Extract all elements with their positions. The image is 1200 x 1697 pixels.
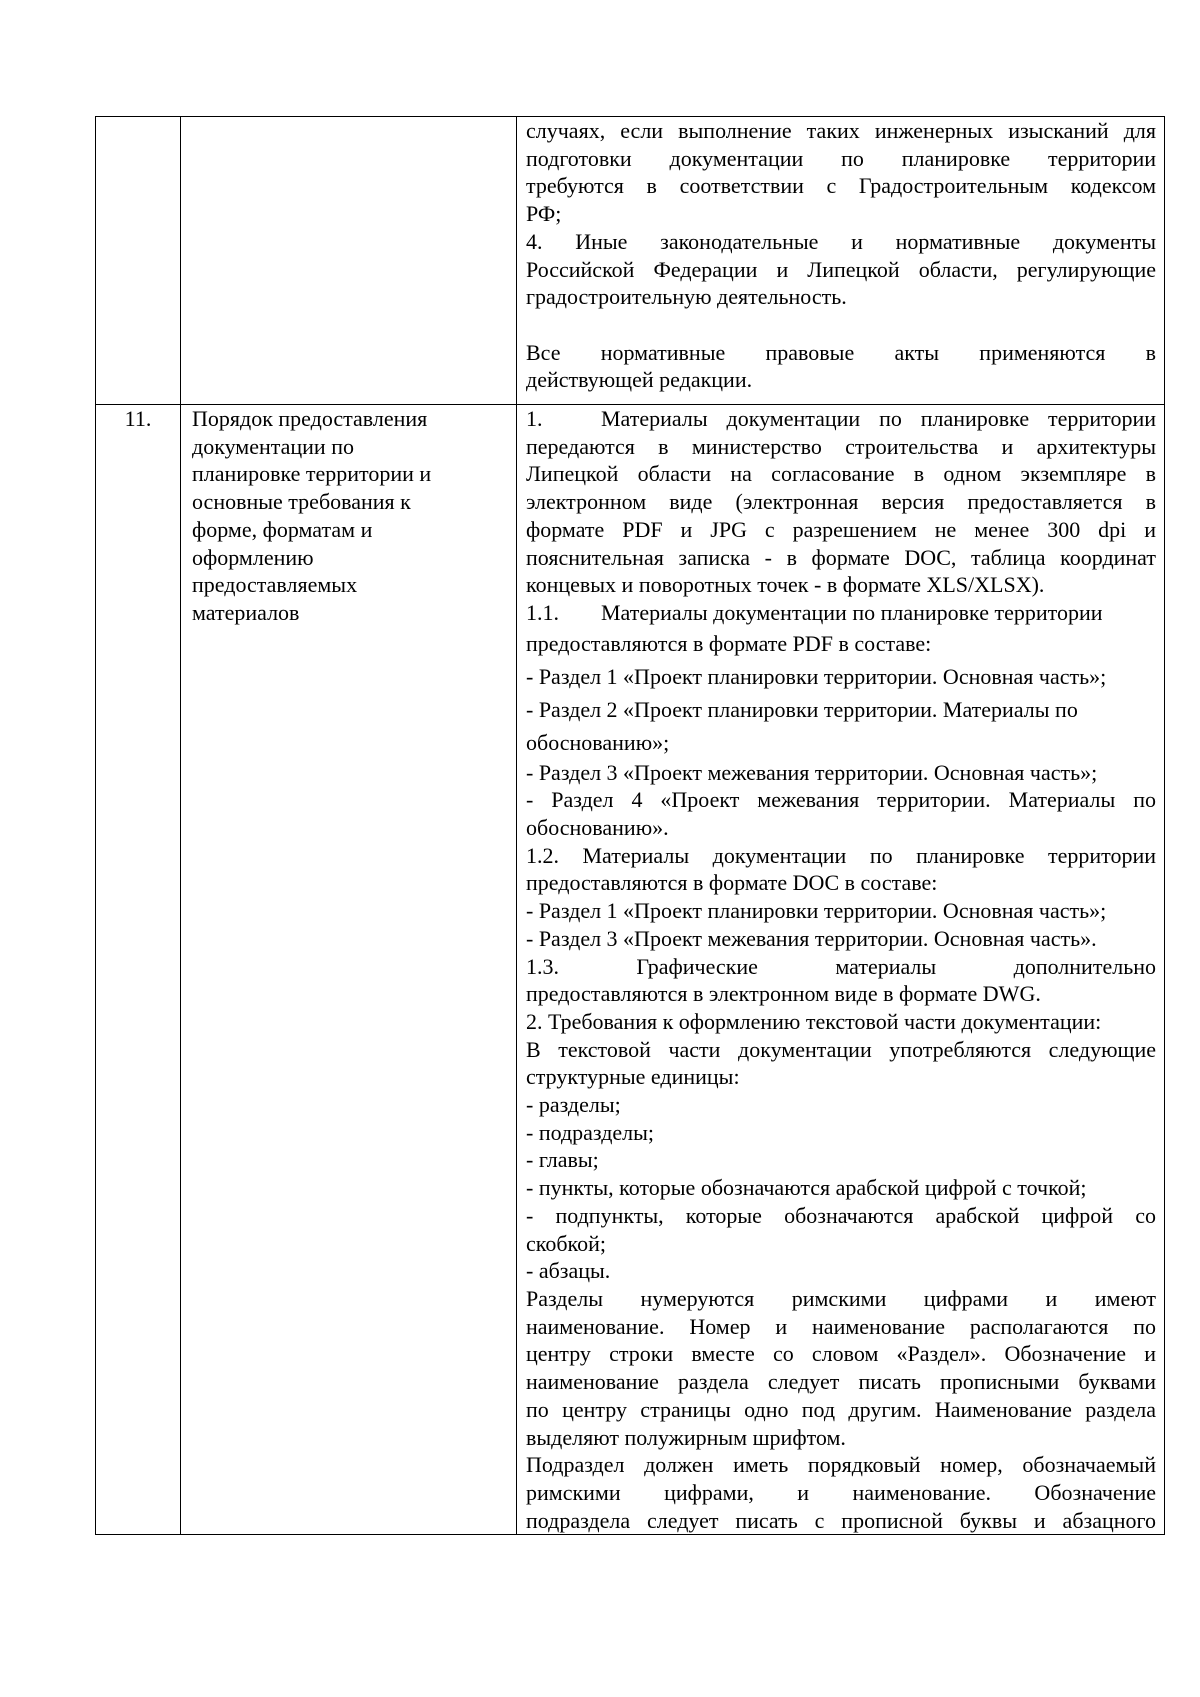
line-text: предоставляются в формате DOC в составе: <box>526 870 938 896</box>
text-line <box>526 1036 1156 1064</box>
line-text: пояснительная записка - в формате DOC, таблица координат <box>526 544 1156 570</box>
line-text: 2. Требования к оформлению текстовой части документации: <box>526 1008 1102 1034</box>
text-line <box>526 1008 1156 1036</box>
text-line <box>526 1091 1156 1119</box>
table-row-11 <box>96 405 1165 1535</box>
text-line <box>526 366 1156 394</box>
line-text: - подразделы; <box>526 1119 655 1145</box>
text-line <box>526 1313 1156 1341</box>
text-line <box>526 145 1156 173</box>
name-line: документации по <box>192 433 354 459</box>
item-number: 1. <box>526 406 543 431</box>
text-line <box>526 1451 1156 1479</box>
table-row-continued <box>96 117 1165 405</box>
text-line <box>526 228 1156 256</box>
text-line <box>526 1230 1156 1258</box>
line-text: - Раздел 1 «Проект планировки территории. Основная часть»; <box>526 898 1107 924</box>
name-line: Порядок предоставления <box>192 406 428 431</box>
line-text: В текстовой части документации употребляются следующие <box>526 1036 1156 1062</box>
line-text: 1.3. Графические материалы дополнительно <box>526 953 1156 979</box>
item-number: 1.1. <box>526 599 559 625</box>
line-text: подготовки документации по планировке территории <box>526 145 1156 171</box>
text-line <box>526 516 1156 544</box>
line-text: Материалы документации по планировке территории <box>601 406 1156 431</box>
text-line <box>526 460 1156 488</box>
line-text: Все нормативные правовые акты применяются в <box>526 339 1156 365</box>
line-text: 1.2. Материалы документации по планировке территории <box>526 842 1156 868</box>
line-text: электронном виде (электронная версия предоставляется в <box>526 489 1156 515</box>
text-line <box>526 1119 1156 1147</box>
text-line <box>526 660 1156 693</box>
line-text: предоставляются в формате PDF в составе: <box>526 630 932 656</box>
text-line <box>526 117 1156 145</box>
text-line <box>526 1507 1156 1535</box>
text-line <box>526 869 1156 897</box>
text-line <box>526 433 1156 461</box>
requirements-table <box>95 116 1165 1535</box>
text-line <box>526 842 1156 870</box>
text-line <box>526 980 1156 1008</box>
text-line <box>526 627 1156 660</box>
text-line <box>526 897 1156 925</box>
name-line: основные требования к <box>192 489 411 515</box>
line-text: - Раздел 1 «Проект планировки территории. Основная часть»; <box>526 663 1107 689</box>
line-text: 4. Иные законодательные и нормативные документы <box>526 228 1156 254</box>
line-text: передаются в министерство строительства и архитектуры <box>526 433 1156 459</box>
line-text: случаях, если выполнение таких инженерных изысканий для <box>526 118 1156 143</box>
line-text: предоставляются в электронном виде в формате DWG. <box>526 981 1041 1007</box>
text-line <box>526 311 1156 339</box>
line-text: Российской Федерации и Липецкой области, регулирующие <box>526 256 1156 282</box>
text-line <box>526 256 1156 284</box>
line-text: РФ; <box>526 201 562 227</box>
text-line <box>526 571 1156 599</box>
text-line <box>526 488 1156 516</box>
row-name-cell <box>181 405 517 1535</box>
text-line <box>526 544 1156 572</box>
line-text: - разделы; <box>526 1092 621 1118</box>
row-content-cell <box>517 117 1165 405</box>
line-text: центру строки вместе со словом «Раздел». Обозначение и <box>526 1341 1156 1367</box>
text-line <box>526 925 1156 953</box>
text-line <box>526 1340 1156 1368</box>
line-text: по центру страницы одно под другим. Наименование раздела <box>526 1396 1156 1422</box>
text-line <box>526 283 1156 311</box>
line-text: обоснованию». <box>526 815 669 841</box>
line-text: формате PDF и JPG с разрешением не менее 300 dpi и <box>526 516 1156 542</box>
name-line: оформлению <box>192 544 314 570</box>
line-text: выделяют полужирным шрифтом. <box>526 1424 846 1450</box>
text-line <box>526 1285 1156 1313</box>
text-line <box>526 814 1156 842</box>
line-text: действующей редакции. <box>526 367 753 393</box>
line-text: Липецкой области на согласование в одном экземпляре в <box>526 461 1156 487</box>
line-text: - подпункты, которые обозначаются арабской цифрой со <box>526 1202 1156 1228</box>
line-text: - абзацы. <box>526 1258 611 1284</box>
line-text: обоснованию»; <box>526 729 670 755</box>
text-line <box>526 693 1156 726</box>
text-line <box>526 1063 1156 1091</box>
text-line <box>526 1174 1156 1202</box>
row-name-cell <box>181 117 517 405</box>
text-line <box>526 1368 1156 1396</box>
name-line: материалов <box>192 599 300 625</box>
text-line <box>526 1146 1156 1174</box>
row-number-cell: 11. <box>96 405 181 1535</box>
line-text: скобкой; <box>526 1230 606 1256</box>
name-line: планировке территории и <box>192 461 432 487</box>
line-text: - Раздел 4 «Проект межевания территории. Материалы по <box>526 787 1156 813</box>
line-text: - пункты, которые обозначаются арабской цифрой с точкой; <box>526 1175 1087 1201</box>
row-content-cell <box>517 405 1165 1535</box>
text-line <box>526 339 1156 367</box>
text-line <box>526 726 1156 759</box>
name-line: форме, форматам и <box>192 516 373 542</box>
line-text: - Раздел 3 «Проект межевания территории. Основная часть». <box>526 925 1097 951</box>
name-line: предоставляемых <box>192 572 358 598</box>
line-text: наименование раздела следует писать прописными буквами <box>526 1369 1156 1395</box>
text-line <box>526 172 1156 200</box>
text-line <box>526 1396 1156 1424</box>
text-line <box>526 405 1156 433</box>
text-line <box>526 1202 1156 1230</box>
line-text: римскими цифрами, и наименование. Обозначение <box>526 1479 1156 1505</box>
line-text: Разделы нумеруются римскими цифрами и имеют <box>526 1285 1156 1311</box>
line-text: концевых и поворотных точек - в формате XLS/XLSX). <box>526 572 1045 598</box>
text-line <box>526 599 1156 627</box>
line-text: - Раздел 3 «Проект межевания территории. Основная часть»; <box>526 759 1098 785</box>
line-text: Подраздел должен иметь порядковый номер, обозначаемый <box>526 1452 1156 1478</box>
line-text: требуются в соответствии с Градостроительным кодексом <box>526 173 1156 199</box>
text-line <box>526 786 1156 814</box>
line-text: структурные единицы: <box>526 1064 740 1090</box>
line-text: Материалы документации по планировке территории <box>601 599 1103 625</box>
text-line <box>526 1257 1156 1285</box>
text-line <box>526 759 1156 787</box>
text-line <box>526 1479 1156 1507</box>
row-number-cell <box>96 117 181 405</box>
line-text: подраздела следует писать с прописной буквы и абзацного <box>526 1507 1156 1533</box>
line-text: наименование. Номер и наименование располагаются по <box>526 1313 1156 1339</box>
line-text: градостроительную деятельность. <box>526 284 847 310</box>
line-text: - Раздел 2 «Проект планировки территории. Материалы по <box>526 696 1078 722</box>
text-line <box>526 1424 1156 1452</box>
text-line <box>526 953 1156 981</box>
line-text: - главы; <box>526 1147 599 1173</box>
text-line <box>526 200 1156 228</box>
